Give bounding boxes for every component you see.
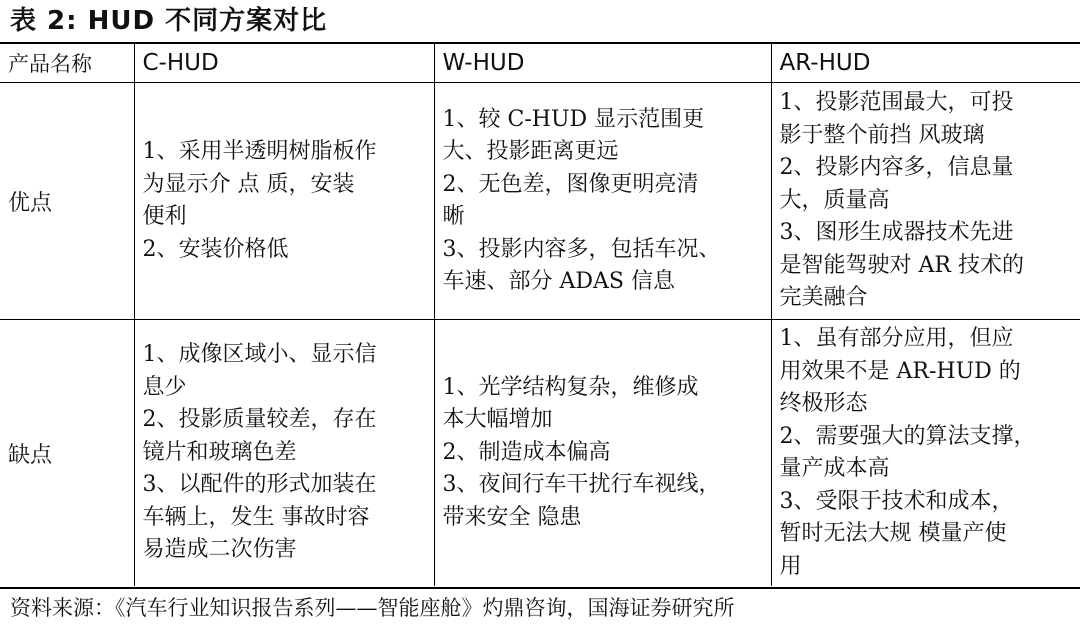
cell-text-line: 影于整个前挡 风玻璃: [779, 122, 985, 148]
row-label-advantages: 优点: [0, 83, 134, 320]
cell-text-line: 用效果不是 AR-HUD 的: [779, 358, 1021, 384]
cell-text-line: 3、受限于技术和成本，: [779, 488, 1014, 514]
cell-w-hud-advantages: [434, 83, 771, 320]
cell-text-line: 3、投影内容多，包括车况、: [442, 236, 721, 262]
cell-text-line: 3、图形生成器技术先进: [779, 220, 1014, 246]
header-w-hud: W-HUD: [434, 44, 771, 83]
table-bottom-rule: [0, 587, 1080, 589]
cell-ar-hud-disadvantages: [771, 320, 1080, 587]
cell-text-line: 大，质量高: [779, 187, 890, 213]
cell-text-line: 晰: [442, 204, 465, 229]
cell-text-line: 3、以配件的形式加装在: [142, 472, 377, 498]
cell-text-line: 1、采用半透明树脂板作: [142, 139, 377, 164]
cell-text-line: 2、无色差，图像更明亮清: [442, 171, 699, 197]
cell-text-line: 1、光学结构复杂，维修成: [442, 374, 699, 400]
cell-text-line: 3、夜间行车干扰行车视线，: [442, 472, 721, 498]
cell-text-line: 1、成像区域小、显示信: [142, 342, 377, 368]
header-row: [0, 44, 1080, 83]
cell-text-line: 息少: [142, 374, 187, 400]
cell-w-hud-disadvantages: [434, 320, 771, 587]
cell-text-line: 2、安装价格低: [142, 236, 289, 262]
cell-text-line: 镜片和玻璃色差: [142, 439, 297, 465]
cell-text-line: 1、较 C-HUD 显示范围更: [442, 106, 705, 132]
cell-text-line: 易造成二次伤害: [142, 537, 297, 563]
cell-text-line: 车辆上，发生 事故时容: [142, 504, 370, 530]
cell-text-line: 2、投影质量较差，存在: [142, 407, 377, 433]
cell-ar-hud-advantages: [771, 83, 1080, 320]
cell-text-line: 便利: [142, 204, 187, 229]
cell-c-hud-disadvantages: [134, 320, 434, 587]
cell-text-line: 2、需要强大的算法支撑，: [779, 423, 1036, 449]
cell-text-line: 2、投影内容多，信息量: [779, 155, 1014, 181]
cell-text-line: 完美融合: [779, 285, 868, 311]
cell-text-line: 带来安全 隐患: [442, 504, 582, 530]
header-ar-hud: AR-HUD: [771, 44, 1080, 83]
cell-text-line: 量产成本高: [779, 456, 890, 481]
cell-text-line: 是智能驾驶对 AR 技术的: [779, 252, 1024, 278]
cell-text-line: 车速、部分 ADAS 信息: [442, 269, 675, 294]
table-title: 表 2: HUD 不同方案对比: [10, 6, 328, 36]
source-note: 资料来源：《汽车行业知识报告系列——智能座舱》灼鼎咨询，国海证券研究所: [10, 596, 735, 620]
cell-text-line: 暂时无法大规 模量产使: [779, 521, 1007, 546]
header-c-hud: C-HUD: [134, 44, 434, 83]
table-row-advantages: [0, 83, 1080, 320]
header-product-name: 产品名称: [0, 44, 134, 83]
hud-comparison-table: [0, 44, 1080, 586]
cell-text-line: 2、制造成本偏高: [442, 439, 611, 465]
cell-text-line: 1、虽有部分应用，但应: [779, 326, 1014, 351]
cell-text-line: 大、投影距离更远: [442, 139, 619, 164]
row-label-disadvantages: 缺点: [0, 320, 134, 587]
table-row-disadvantages: [0, 320, 1080, 587]
cell-c-hud-advantages: [134, 83, 434, 320]
cell-text-line: 用: [779, 553, 802, 579]
cell-text-line: 终极形态: [779, 391, 868, 416]
cell-text-line: 为显示介 点 质，安装: [142, 171, 355, 197]
cell-text-line: 本大幅增加: [442, 407, 553, 433]
cell-text-line: 1、投影范围最大，可投: [779, 90, 1014, 116]
